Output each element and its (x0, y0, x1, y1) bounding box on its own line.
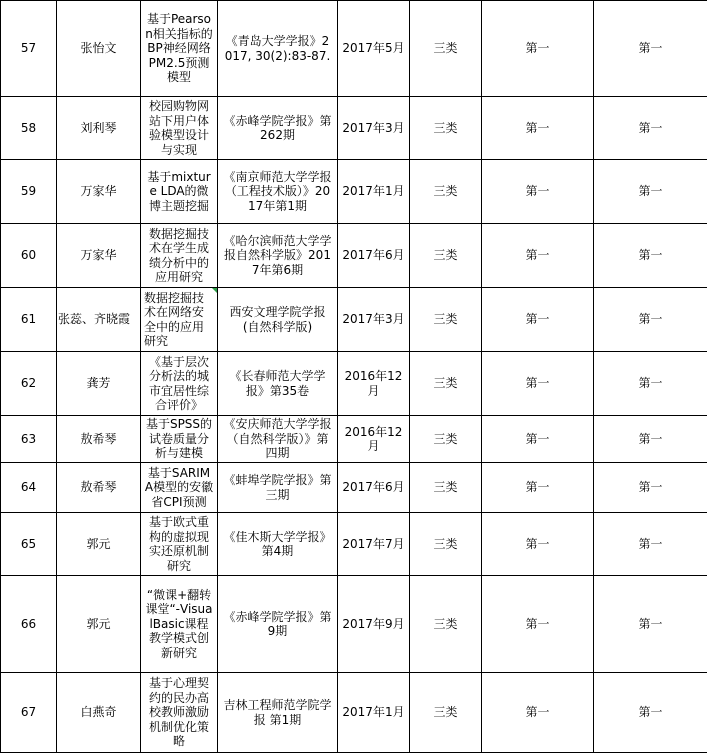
rank-cell: 第一 (482, 352, 594, 416)
category-cell: 三类 (410, 224, 482, 288)
date-cell: 2017年6月 (338, 224, 410, 288)
title-cell: 基于mixture LDA的微博主题挖掘 (141, 160, 218, 224)
journal-cell: 《佳木斯大学学报》第4期 (218, 513, 338, 576)
rank-cell: 第一 (482, 513, 594, 576)
row-number: 65 (1, 513, 57, 576)
category-cell: 三类 (410, 288, 482, 352)
table-row (1, 288, 707, 352)
journal-cell: 《长春师范大学学报》第35卷 (218, 352, 338, 416)
journal-cell: 西安文理学院学报(自然科学版) (218, 288, 338, 352)
rank-cell: 第一 (482, 416, 594, 463)
title-cell: “微课+翻转课堂“-VisualBasic课程教学模式创新研究 (141, 576, 218, 673)
date-cell: 2017年3月 (338, 288, 410, 352)
journal-cell: 《哈尔滨师范大学学报自然科学版》2017年第6期 (218, 224, 338, 288)
author-cell: 刘利琴 (57, 97, 141, 160)
row-number: 63 (1, 416, 57, 463)
rank-cell: 第一 (482, 288, 594, 352)
author-cell: 龚芳 (57, 352, 141, 416)
journal-cell: 《赤峰学院学报》第9期 (218, 576, 338, 673)
date-cell: 2017年9月 (338, 576, 410, 673)
row-number: 57 (1, 1, 57, 97)
title-cell: 校园购物网站下用户体验模型设计与实现 (141, 97, 218, 160)
rank-cell: 第一 (594, 224, 707, 288)
table-row (1, 416, 707, 463)
title-cell: 基于SPSS的试卷质量分析与建模 (141, 416, 218, 463)
title-cell: 《基于层次分析法的城市宜居性综合评价》 (141, 352, 218, 416)
author-cell: 万家华 (57, 224, 141, 288)
rank-cell: 第一 (482, 673, 594, 753)
row-number: 67 (1, 673, 57, 753)
table-row (1, 673, 707, 753)
title-cell: 基于SARIMA模型的安徽省CPI预测 (141, 463, 218, 513)
row-number: 66 (1, 576, 57, 673)
author-cell: 敖希琴 (57, 416, 141, 463)
category-cell: 三类 (410, 513, 482, 576)
table-row (1, 463, 707, 513)
category-cell: 三类 (410, 160, 482, 224)
date-cell: 2017年7月 (338, 513, 410, 576)
journal-cell: 《赤峰学院学报》第262期 (218, 97, 338, 160)
journal-cell: 《南京师范大学学报（工程技术版）》2017年第1期 (218, 160, 338, 224)
table-row (1, 352, 707, 416)
table-row (1, 224, 707, 288)
rank-cell: 第一 (594, 1, 707, 97)
date-cell: 2017年1月 (338, 160, 410, 224)
category-cell: 三类 (410, 352, 482, 416)
row-number: 62 (1, 352, 57, 416)
category-cell: 三类 (410, 576, 482, 673)
journal-cell: 《青岛大学学报》2017, 30(2):83-87. (218, 1, 338, 97)
rank-cell: 第一 (482, 463, 594, 513)
author-cell: 白燕奇 (57, 673, 141, 753)
category-cell: 三类 (410, 463, 482, 513)
author-cell: 敖希琴 (57, 463, 141, 513)
rank-cell: 第一 (482, 97, 594, 160)
row-number: 58 (1, 97, 57, 160)
rank-cell: 第一 (594, 97, 707, 160)
table-row (1, 1, 707, 97)
rank-cell: 第一 (594, 673, 707, 753)
date-cell: 2017年6月 (338, 463, 410, 513)
author-cell: 郭元 (57, 576, 141, 673)
rank-cell: 第一 (594, 416, 707, 463)
author-cell: 张怡文 (57, 1, 141, 97)
rank-cell: 第一 (594, 463, 707, 513)
date-cell: 2017年1月 (338, 673, 410, 753)
title-cell: 数据挖掘技术在学生成绩分析中的应用研究 (141, 224, 218, 288)
journal-cell: 《安庆师范大学学报（自然科学版）》第四期 (218, 416, 338, 463)
table-row (1, 160, 707, 224)
row-number: 60 (1, 224, 57, 288)
rank-cell: 第一 (594, 160, 707, 224)
author-cell: 郭元 (57, 513, 141, 576)
rank-cell: 第一 (482, 1, 594, 97)
date-cell: 2017年5月 (338, 1, 410, 97)
title-cell: 基于欧式重构的虚拟现实还原机制研究 (141, 513, 218, 576)
date-cell: 2016年12月 (338, 416, 410, 463)
rank-cell: 第一 (482, 160, 594, 224)
date-cell: 2017年3月 (338, 97, 410, 160)
title-cell: 基于心理契约的民办高校教师激励机制优化策略 (141, 673, 218, 753)
category-cell: 三类 (410, 416, 482, 463)
category-cell: 三类 (410, 97, 482, 160)
category-cell: 三类 (410, 673, 482, 753)
table-row (1, 97, 707, 160)
title-cell: 数据挖掘技术在网络安全中的应用研究 (141, 288, 218, 352)
rank-cell: 第一 (594, 352, 707, 416)
table-row (1, 576, 707, 673)
category-cell: 三类 (410, 1, 482, 97)
row-number: 64 (1, 463, 57, 513)
row-number: 59 (1, 160, 57, 224)
row-number: 61 (1, 288, 57, 352)
rank-cell: 第一 (594, 288, 707, 352)
author-cell: 张蕊、齐晓霞 (57, 288, 141, 352)
author-cell: 万家华 (57, 160, 141, 224)
rank-cell: 第一 (482, 576, 594, 673)
rank-cell: 第一 (482, 224, 594, 288)
date-cell: 2016年12月 (338, 352, 410, 416)
rank-cell: 第一 (594, 576, 707, 673)
title-cell: 基于Pearson相关指标的BP神经网络PM2.5预测模型 (141, 1, 218, 97)
journal-cell: 《蚌埠学院学报》第三期 (218, 463, 338, 513)
journal-cell: 吉林工程师范学院学报 第1期 (218, 673, 338, 753)
table-row (1, 513, 707, 576)
rank-cell: 第一 (594, 513, 707, 576)
